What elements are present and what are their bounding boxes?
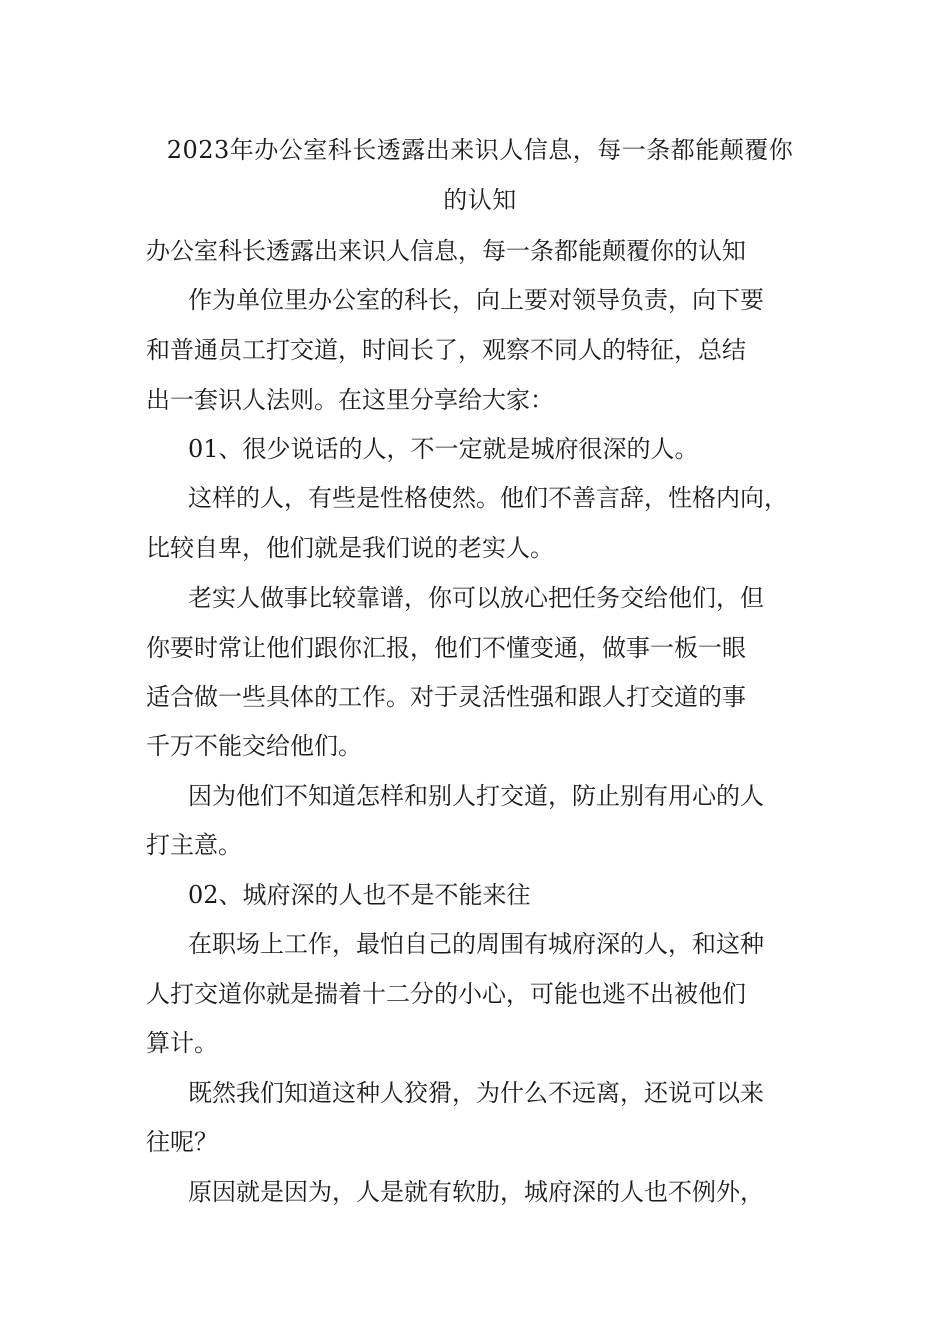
body-line: 适合做一些具体的工作。对于灵活性强和跟人打交道的事 <box>146 683 746 711</box>
document-title-line-2: 的认知 <box>443 186 517 214</box>
body-line: 老实人做事比较靠谱，你可以放心把任务交给他们，但 <box>188 584 764 612</box>
document-title-line-1: 2023年办公室科长透露出来识人信息，每一条都能颠覆你 <box>166 136 794 164</box>
body-line: 往呢？ <box>146 1128 218 1156</box>
body-line: 比较自卑，他们就是我们说的老实人。 <box>146 534 554 562</box>
body-line: 出一套识人法则。在这里分享给大家： <box>146 386 554 414</box>
body-line: 你要时常让他们跟你汇报，他们不懂变通，做事一板一眼 <box>146 634 746 662</box>
section-heading-01: 01、很少说话的人，不一定就是城府很深的人。 <box>188 435 699 463</box>
body-line: 人打交道你就是揣着十二分的小心，可能也逃不出被他们 <box>146 980 746 1008</box>
body-line: 在职场上工作，最怕自己的周围有城府深的人，和这种 <box>188 930 764 958</box>
body-line: 和普通员工打交道，时间长了，观察不同人的特征，总结 <box>146 336 746 364</box>
subtitle-line: 办公室科长透露出来识人信息，每一条都能颠覆你的认知 <box>146 237 746 265</box>
body-line: 既然我们知道这种人狡猾，为什么不远离，还说可以来 <box>188 1079 764 1107</box>
body-line: 因为他们不知道怎样和别人打交道，防止别有用心的人 <box>188 782 764 810</box>
body-line: 算计。 <box>146 1029 218 1057</box>
body-line: 这样的人，有些是性格使然。他们不善言辞，性格内向， <box>188 484 788 512</box>
body-line: 作为单位里办公室的科长，向上要对领导负责，向下要 <box>188 286 764 314</box>
body-line: 千万不能交给他们。 <box>146 732 362 760</box>
body-line: 原因就是因为，人是就有软肋，城府深的人也不例外， <box>188 1178 764 1206</box>
body-line: 打主意。 <box>146 831 242 859</box>
section-heading-02: 02、城府深的人也不是不能来往 <box>188 881 531 909</box>
